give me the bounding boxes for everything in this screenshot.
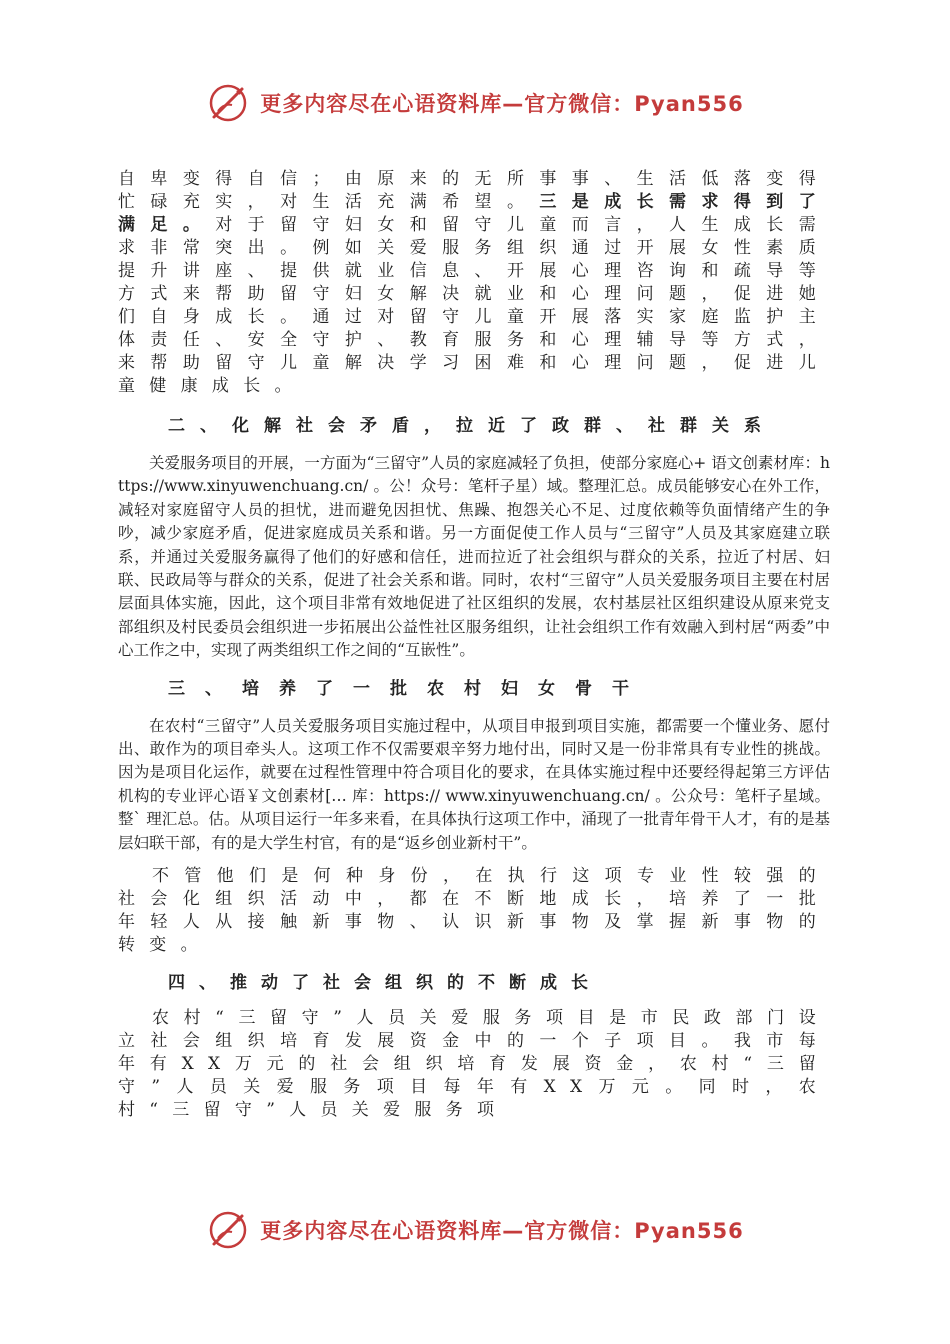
paragraph-social-relations: 关爱服务项目的开展，一方面为“三留守”人员的家庭减轻了负担，使部分家庭心+ 语文创素材库：https://www.xinyuwenchuang.cn/ 。公！众号：笔杆子星）域。整理汇总。成员能够安心在外工作，减轻对家庭留守人员的担忧，进而避免因担忧、焦躁、抱怨关心不足、过度依赖等负面情绪产生的争吵，减少家庭矛盾，促进家庭成员关系和谐。另一方面促使工作人员与“三留守”人员及其家庭建立联系，并通过关爱服务赢得了他们的好感和信任，进而拉近了社会组织与群众的关系，拉近了村居、妇联、民政局等与群众的关系，促进了社会关系和谐。同时，农村“三留守”人员关爱服务项目主要在村居层面具体实施，因此，这个项目非常有效地促进了社区组织的发展，农村基层社区组织建设从原来党支部组织及村民委员会组织进一步拓展出公益性社区服务组织，让社会组织工作有效融入到村居“两委”中心工作之中，实现了两类组织工作之间的“互嵌性”。 (118, 454, 830, 660)
top-banner (0, 80, 950, 126)
paragraph-social-org-growth: 农村“三留守”人员关爱服务项目是市民政部门设立社会组织培育发展资金中的一个子项目。我市每年有XX万元的社会组织培育发展资金，农村“三留守”人员关爱服务项目每年有XX万元。同时，农村“三留守”人员关爱服务项 (118, 1008, 830, 1121)
bold-phrase: 三是成长需求得到了满足。 (118, 192, 831, 235)
paragraph-text: 自卑变得自信；由原来的无所事事、生活低落变得忙碌充实，对生活充满希望。 (118, 169, 830, 212)
paragraph-growth-identity: 不管他们是何种身份，在执行这项专业性较强的社会化组织活动中，都在不断地成长，培养了一批年轻人从接触新事物、认识新事物及掌握新事物的转变。 (118, 866, 830, 956)
bottom-banner (0, 1207, 950, 1253)
paragraph-women-leaders: 在农村“三留守”人员关爱服务项目实施过程中，从项目申报到项目实施，都需要一个懂业务、愿付出、敢作为的项目牵头人。这项工作不仅需要艰辛努力地付出，同时又是一份非常具有专业性的挑战。因为是项目化运作，就要在过程性管理中符合项目化的要求，在具体实施过程中还要经得起第三方评估机构的专业评心语￥文创素材[… 库：https:// www.xinyuwenchuang.cn/ 。公众号：笔杆子星域。整` 理汇总。估。从项目运行一年多来看，在具体执行这项工作中，涌现了一批青年骨干人才，有的是基层妇联干部，有的是大学生村官，有的是“返乡创业新村干”。 (118, 716, 830, 852)
document-body (118, 168, 830, 1122)
bottom-banner-text: 更多内容尽在心语资料库—官方微信：Pyan556 (260, 1219, 744, 1243)
top-banner-text: 更多内容尽在心语资料库—官方微信：Pyan556 (260, 92, 744, 116)
section-heading-3: 三、培养了一批农村妇女骨干 (168, 678, 649, 699)
paragraph-text: 对于留守妇女和留守儿童而言，人生成长需求非常突出。例如关爱服务组织通过开展女性素质提升讲座、提供就业信息、开展心理咨询和疏导等方式来帮助留守妇女解决就业和心理问题，促进她们自身成长。通过对留守儿童开展落实家庭监护主体责任、安全守护、教育服务和心理辅导等方式，来帮助留守儿童解决学习困难和心理问题，促进儿童健康成长。 (118, 215, 830, 396)
section-heading-2: 二、化解社会矛盾，拉近了政群、社群关系 (168, 416, 776, 436)
paragraph-growth-needs (118, 168, 830, 398)
pen-logo-icon (206, 81, 250, 125)
pen-logo-icon (206, 1208, 250, 1252)
section-heading-4: 四、推动了社会组织的不断成长 (168, 973, 602, 994)
